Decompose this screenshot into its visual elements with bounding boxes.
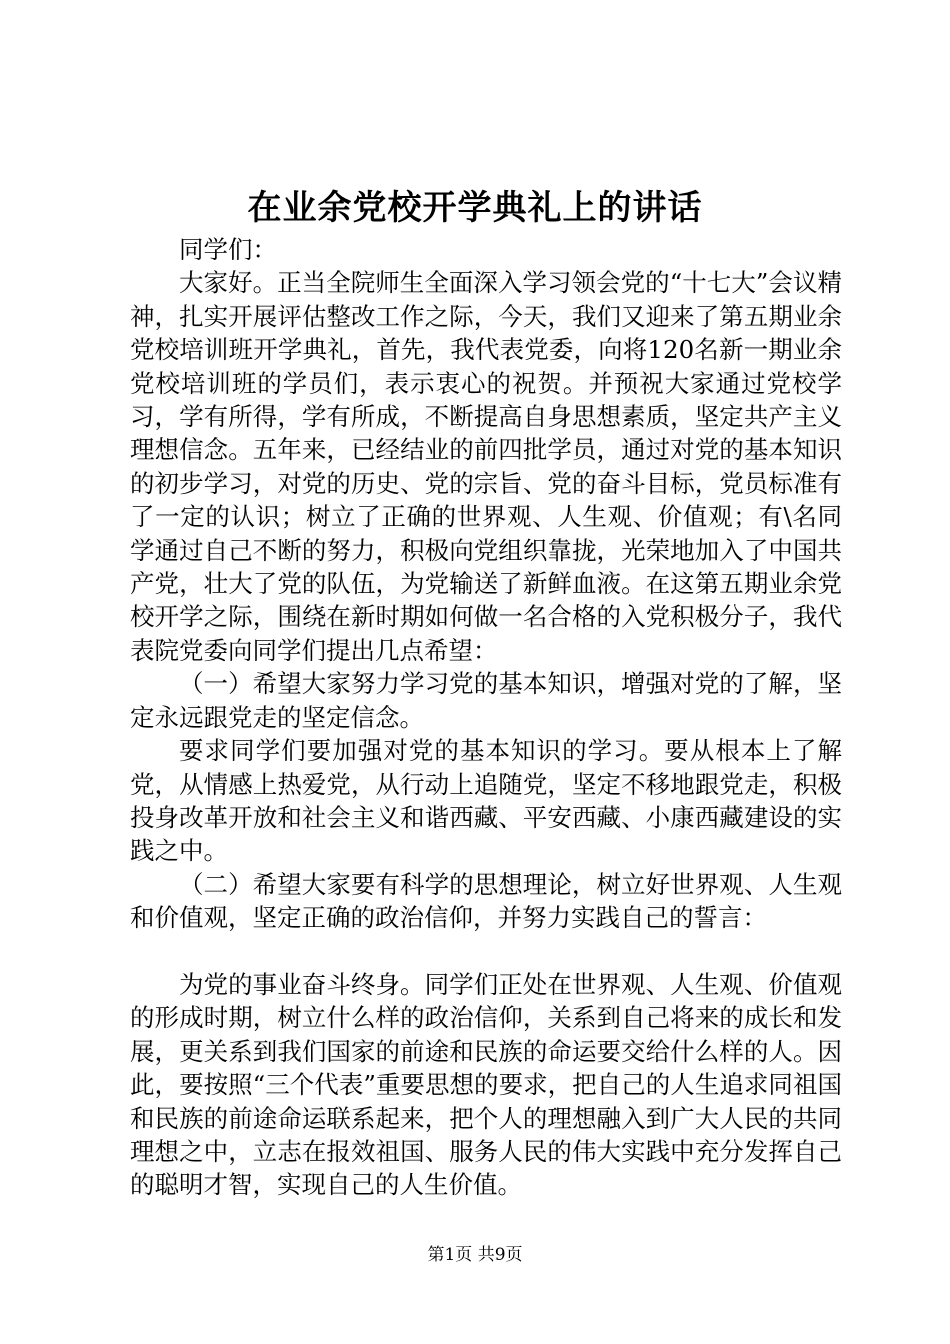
paragraph-requirement: 要求同学们要加强对党的基本知识的学习。要从根本上了解党，从情感上热爱党，从行动上追随党，坚定不移地跟党走，积极投身改革开放和社会主义和谐西藏、平安西藏、小康西藏建设的实践之中。 [130, 736, 842, 866]
paragraph-career: 为党的事业奋斗终身。同学们正处在世界观、人生观、价值观的形成时期，树立什么样的政治信仰，关系到自己将来的成长和发展，更关系到我们国家的前途和民族的命运要交给什么样的人。因此，要按照“三个代表”重要思想的要求，把自己的人生追求同祖国和民族的前途命运联系起来，把个人的理想融入到广大人民的共同理想之中，立志在报效祖国、服务人民的伟大实践中充分发挥自己的聪明才智，实现自己的人生价值。 [130, 969, 842, 1200]
paragraph-hope-one: （一）希望大家努力学习党的基本知识，增强对党的了解，坚定永远跟党走的坚定信念。 [130, 669, 842, 732]
paragraph-opening: 大家好。正当全院师生全面深入学习领会党的“十七大”会议精神，扎实开展评估整改工作之际，今天，我们又迎来了第五期业余党校培训班开学典礼，首先，我代表党委，向将120名新一期业余党校培训班的学员们，表示衷心的祝贺。并预祝大家通过党校学习，学有所得，学有所成，不断提高自身思想素质，坚定共产主义理想信念。五年来，已经结业的前四批学员，通过对党的基本知识的初步学习，对党的历史、党的宗旨、党的奋斗目标，党员标准有了一定的认识；树立了正确的世界观、人生观、价值观；有\名同学通过自己不断的努力，积极向党组织靠拢，光荣地加入了中国共产党，壮大了党的队伍，为党输送了新鲜血液。在这第五期业余党校开学之际，围绕在新时期如何做一名合格的入党积极分子，我代表院党委向同学们提出几点希望： [130, 268, 842, 665]
paragraph-gap [130, 935, 842, 968]
page-indicator: 第1页 共9页 [427, 1245, 523, 1265]
salutation: 同学们： [179, 235, 277, 264]
page-title: 在业余党校开学典礼上的讲话 [247, 188, 703, 228]
paragraph-hope-two: （二）希望大家要有科学的思想理论，树立好世界观、人生观和价值观，坚定正确的政治信仰，并努力实践自己的誓言： [130, 869, 842, 933]
document-body [130, 233, 842, 1202]
